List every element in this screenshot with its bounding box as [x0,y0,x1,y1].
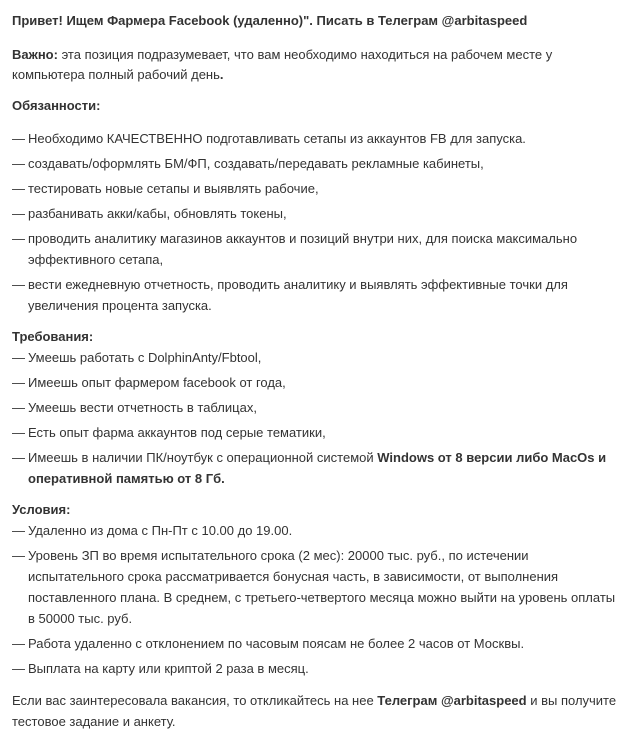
condition-text: Удаленно из дома с Пн-Пт с 10.00 до 19.00. [28,523,293,538]
dash-marker: — [12,375,25,390]
condition-text: Выплата на карту или криптой 2 раза в месяц. [28,661,309,676]
conditions-list [12,520,617,679]
dash-marker: — [12,206,25,221]
list-item [12,545,617,629]
list-item [12,397,617,418]
duties-list [12,128,617,316]
dash-marker: — [12,548,25,563]
list-item [12,203,617,224]
condition-text: Работа удаленно с отклонением по часовым поясам не более 2 часов от Москвы. [28,636,525,651]
dash-marker: — [12,231,25,246]
important-end: . [219,67,224,82]
duty-text: создавать/оформлять БМ/ФП, создавать/передавать рекламные кабинеты, [28,156,484,171]
duty-text: тестировать новые сетапы и выявлять рабочие, [28,181,319,196]
requirement-bold: Windows от 8 версии либо MacOs и оперативной памятью от 8 Гб. [28,450,607,486]
dash-marker: — [12,425,25,440]
requirement-plain: Имеешь в наличии ПК/ноутбук с операционной системой [28,450,378,465]
list-item [12,347,617,368]
important-text: эта позиция подразумевает, что вам необходимо находиться на рабочем месте у компьютера полный рабочий день [12,47,553,82]
duties-heading: Обязанности: [12,98,101,113]
duty-text: Необходимо КАЧЕСТВЕННО подготавливать сетапы из аккаунтов FB для запуска. [28,131,526,146]
telegram-handle: Телеграм @arbitaspeed [377,693,527,708]
dash-marker: — [12,636,25,651]
important-label: Важно: [12,47,58,62]
footer-text [12,690,617,732]
requirement-text: Есть опыт фарма аккаунтов под серые тематики, [28,425,326,440]
duty-text: вести ежедневную отчетность, проводить аналитику и выявлять эффективные точки для увеличения процента запуска. [28,277,568,313]
list-item [12,372,617,393]
requirement-text: Умеешь вести отчетность в таблицах, [28,400,257,415]
list-item [12,274,617,316]
dash-marker: — [12,400,25,415]
footer-text-1: Если вас заинтересовала вакансия, то откликайтесь на нее [12,693,378,708]
dash-marker: — [12,523,25,538]
list-item [12,153,617,174]
post-title: Привет! Ищем Фармера Facebook (удаленно)". Писать в Телеграм @arbitaspeed [12,13,528,28]
list-item [12,228,617,270]
dash-marker: — [12,350,25,365]
dash-marker: — [12,131,25,146]
list-item [12,178,617,199]
requirements-list [12,347,617,489]
requirement-text [28,447,617,489]
list-item [12,658,617,679]
list-item [12,128,617,149]
conditions-heading: Условия: [12,502,71,517]
duty-text: разбанивать акки/кабы, обновлять токены, [28,206,287,221]
footer-text-2: и вы получите тестовое задание и анкету. [12,693,617,729]
dash-marker: — [12,450,25,465]
dash-marker: — [12,181,25,196]
condition-text: Уровень ЗП во время испытательного срока (2 мес): 20000 тыс. руб., по истечении испытательного срока рассматривается бонусная часть, в зависимости, от выполнения поставленного плана. В среднем, с третьего-четвертого месяца можно выйти на уровень оплаты в 50000 тыс. руб. [28,548,616,626]
list-item [12,633,617,654]
dash-marker: — [12,661,25,676]
list-item [12,447,617,489]
dash-marker: — [12,156,25,171]
requirements-heading: Требования: [12,329,94,344]
duty-text: проводить аналитику магазинов аккаунтов и позиций внутри них, для поиска максимально эффективного сетапа, [28,231,578,267]
list-item [12,520,617,541]
important-note [12,45,617,85]
dash-marker: — [12,277,25,292]
requirement-text: Имеешь опыт фармером facebook от года, [28,375,286,390]
list-item [12,422,617,443]
requirement-text: Умеешь работать с DolphinAnty/Fbtool, [28,350,262,365]
